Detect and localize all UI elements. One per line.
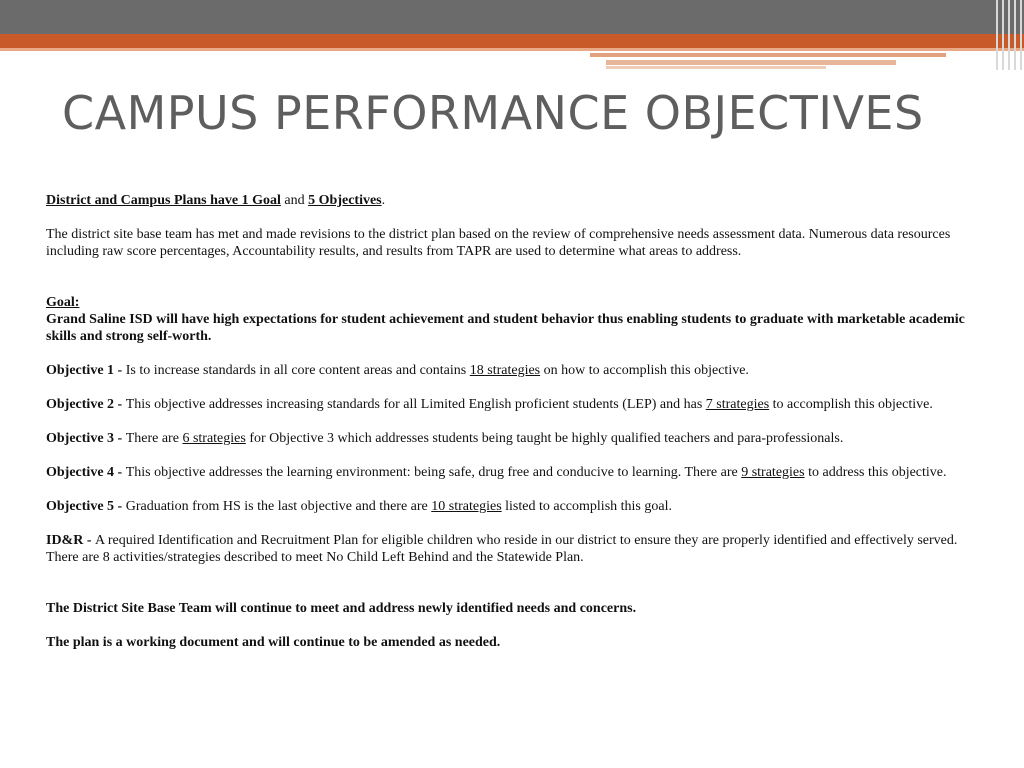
header-accent-line (606, 60, 896, 65)
header-orange-band (0, 34, 1024, 48)
header-accent-line (590, 53, 946, 57)
idr-label: ID&R - (46, 533, 95, 548)
intro-period: . (381, 193, 386, 208)
objective-text: This objective addresses the learning environment: being safe, drug free and conducive to learning. There are (125, 465, 742, 480)
objective-item (46, 430, 976, 447)
header-orange-stripe (0, 48, 1024, 51)
header-accent-line (606, 66, 826, 69)
intro-connector: and (280, 193, 309, 208)
objective-label: Objective 4 - (46, 465, 126, 480)
header-vertical-lines (994, 0, 1024, 70)
strategies-link: 10 strategies (431, 499, 502, 514)
objective-item (46, 498, 976, 515)
objective-text: There are (125, 431, 183, 446)
review-paragraph: The district site base team has met and made revisions to the district plan based on the review of comprehensive needs assessment data. Numerous data resources including raw score percentages, Accountability results, and results from TAPR are used to determine what areas to address. (46, 227, 951, 259)
goal-text: Grand Saline ISD will have high expectations for student achievement and student behavior thus enabling students to graduate with marketable academic skills and strong self-worth. (46, 312, 965, 344)
objective-label: Objective 5 - (46, 499, 126, 514)
objective-text: to address this objective. (804, 465, 947, 480)
intro-objectives-text: 5 Objectives (308, 193, 382, 208)
objective-text: listed to accomplish this goal. (501, 499, 672, 514)
header-gray-bar (0, 0, 1024, 34)
objective-text: Graduation from HS is the last objective and there are (125, 499, 432, 514)
strategies-link: 7 strategies (705, 397, 770, 412)
objective-text: on how to accomplish this objective. (540, 363, 749, 378)
objective-item (46, 396, 976, 413)
idr-paragraph (46, 532, 976, 566)
objective-label: Objective 3 - (46, 431, 126, 446)
objective-text: This objective addresses increasing standards for all Limited English proficient students (LEP) and has (125, 397, 706, 412)
strategies-link: 18 strategies (469, 363, 541, 378)
objective-item (46, 464, 976, 481)
objective-label: Objective 1 - (46, 363, 126, 378)
intro-goal-text: District and Campus Plans have 1 Goal (46, 193, 281, 208)
objective-item (46, 362, 976, 379)
strategies-link: 9 strategies (741, 465, 805, 480)
objective-text: for Objective 3 which addresses students being taught be highly qualified teachers and para-professionals. (245, 431, 844, 446)
goal-label: Goal: (46, 295, 80, 310)
objective-text: to accomplish this objective. (769, 397, 933, 412)
strategies-link: 6 strategies (182, 431, 246, 446)
closing-statement: The plan is a working document and will continue to be amended as needed. (46, 635, 501, 650)
document-body (46, 192, 976, 651)
slide-title: CAMPUS PERFORMANCE OBJECTIVES (62, 86, 924, 140)
closing-statement: The District Site Base Team will continue to meet and address newly identified needs and concerns. (46, 601, 637, 616)
objective-text: Is to increase standards in all core content areas and contains (125, 363, 470, 378)
idr-text: A required Identification and Recruitment Plan for eligible children who reside in our district to ensure they are properly identified and effectively served. There are 8 activities/strategies described to meet No Child Left Behind and the Statewide Plan. (46, 533, 958, 565)
intro-line (46, 192, 976, 209)
objective-label: Objective 2 - (46, 397, 126, 412)
